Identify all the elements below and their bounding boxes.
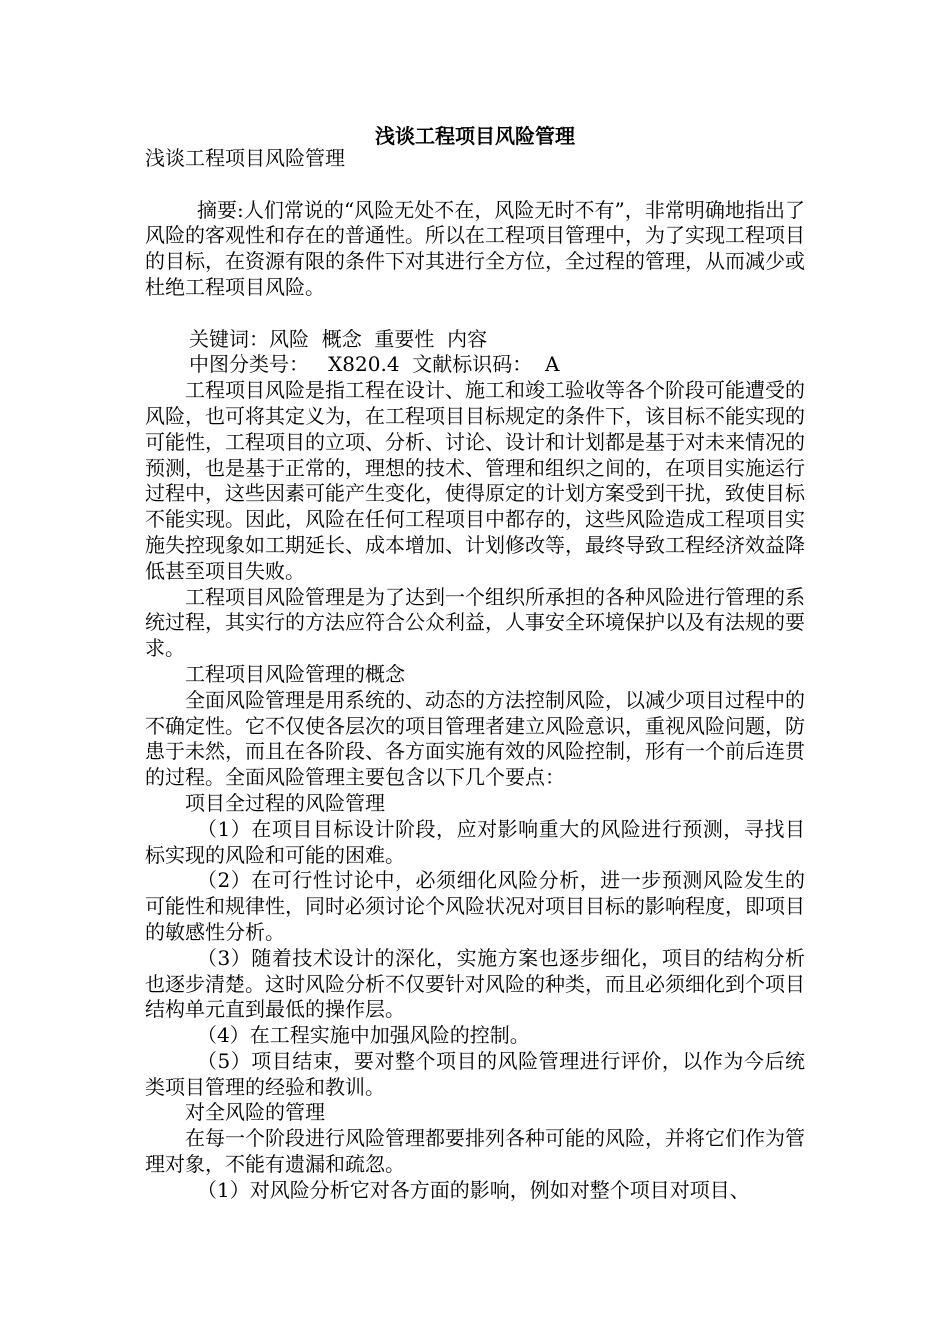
document-subtitle: 浅谈工程项目风险管理	[145, 146, 345, 170]
list-item: （1）在项目目标设计阶段，应对影响重大的风险进行预测，寻找目标实现的风险和可能的困难。	[145, 816, 805, 867]
list-item: （1）对风险分析它对各方面的影响，例如对整个项目对项目、	[197, 1177, 750, 1202]
list-item: （2）在可行性讨论中，必须细化风险分析，进一步预测风险发生的可能性和规律性，同时必须讨论个风险状况对项目目标的影响程度，即项目的敏感性分析。	[145, 868, 805, 944]
spacer	[145, 172, 805, 198]
classification: 中图分类号： X820.4 文献标识码： A	[189, 352, 560, 377]
document-body	[145, 146, 805, 1204]
list-item: （4）在工程实施中加强风险的控制。	[197, 1023, 530, 1048]
paragraph: 工程项目风险管理是为了达到一个组织所承担的各种风险进行管理的系统过程，其实行的方法应符合公众利益，人事安全环境保护以及有法规的要求。	[145, 584, 805, 661]
section-heading: 工程项目风险管理的概念	[185, 661, 405, 686]
paragraph: 全面风险管理是用系统的、动态的方法控制风险，以减少项目过程中的不确定性。它不仅使各层次的项目管理者建立风险意识，重视风险问题，防患于未然，而且在各阶段、各方面实施有效的风险控制，形有一个前后连贯的过程。全面风险管理主要包含以下几个要点：	[145, 687, 805, 790]
section-heading: 项目全过程的风险管理	[185, 790, 385, 815]
paragraph: 在每一个阶段进行风险管理都要排列各种可能的风险，并将它们作为管理对象，不能有遗漏和疏忽。	[145, 1126, 805, 1177]
paragraph: 工程项目风险是指工程在设计、施工和竣工验收等各个阶段可能遭受的风险，也可将其定义为，在工程项目目标规定的条件下，该目标不能实现的可能性，工程项目的立项、分析、讨论、设计和计划都是基于对未来情况的预测，也是基于正常的，理想的技术、管理和组织之间的，在项目实施运行过程中，这些因素可能产生变化，使得原定的计划方案受到干扰，致使目标不能实现。因此，风险在任何工程项目中都存的，这些风险造成工程项目实施失控现象如工期延长、成本增加、计划修改等，最终导致工程经济效益降低甚至项目失败。	[145, 378, 805, 583]
section-heading: 对全风险的管理	[185, 1100, 325, 1125]
abstract: 摘要:人们常说的“风险无处不在，风险无时不有”，非常明确地指出了风险的客观性和存在的普通性。所以在工程项目管理中，为了实现工程项目的目标，在资源有限的条件下对其进行全方位，全过程的管理，从而减少或杜绝工程项目风险。	[145, 197, 805, 299]
list-item: （5）项目结束，要对整个项目的风险管理进行评价，以作为今后统类项目管理的经验和教训。	[145, 1048, 805, 1099]
document-title: 浅谈工程项目风险管理	[375, 124, 575, 148]
list-item: （3）随着技术设计的深化，实施方案也逐步细化，项目的结构分析也逐步清楚。这时风险分析不仅要针对风险的种类，而且必须细化到个项目结构单元直到最低的操作层。	[145, 945, 805, 1022]
spacer	[145, 301, 805, 327]
keywords: 关键词：风险 概念 重要性 内容	[189, 326, 488, 351]
